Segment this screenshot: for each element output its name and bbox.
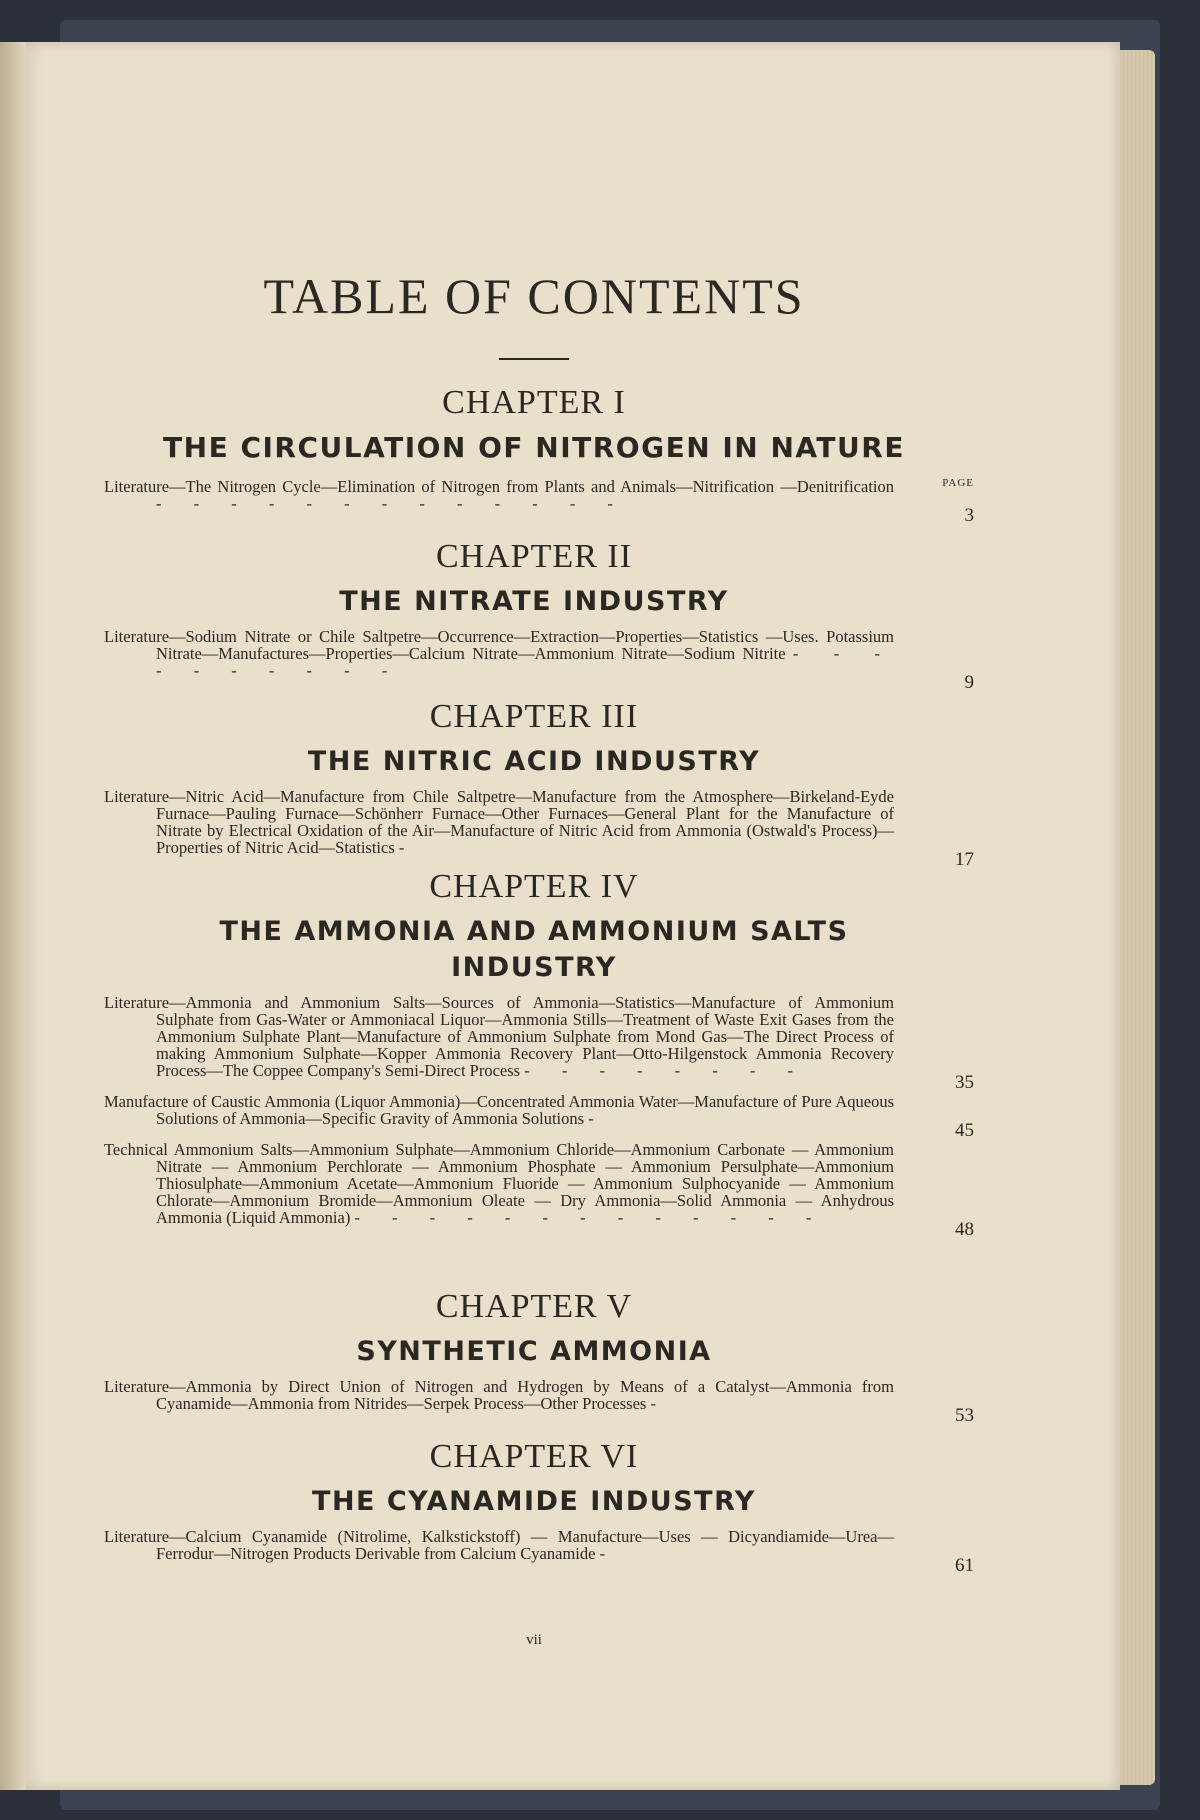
chapter-6	[104, 1436, 974, 1576]
entry-page: 61	[955, 1555, 974, 1576]
chapter-label: CHAPTER II	[435, 538, 633, 575]
chapter-heading: THE CIRCULATION OF NITROGEN IN NATURE	[163, 431, 905, 464]
entry-text: Manufacture of Caustic Ammonia (Liquor Ammonia)—Concentrated Ammonia Water—Manufacture of Pure Aqueous Solutions of Ammonia—Specific Gravity of Ammonia Solutions	[104, 1092, 894, 1128]
chapter-heading: THE NITRIC ACID INDUSTRY	[307, 746, 761, 777]
leader-dots: -	[588, 1109, 608, 1128]
entry-text: Literature—Ammonia by Direct Union of Nitrogen and Hydrogen by Means of a Catalyst—Ammonia from Cyanamide—Ammonia from Nitrides—Serpek Process—Other Processes	[104, 1377, 894, 1413]
toc-entry	[104, 1140, 974, 1240]
entry-page: 48	[955, 1219, 974, 1240]
entry-page: 9	[964, 672, 974, 693]
entry-text: Literature—Sodium Nitrate or Chile Saltpetre—Occurrence—Extraction—Properties—Statistics —Uses. Potassium Nitrate—Manufactures—Properties—Calcium Nitrate—Ammonium Nitrate—Sodium Nitrite	[104, 627, 894, 663]
entry-text: Literature—The Nitrogen Cycle—Elimination of Nitrogen from Plants and Animals—Nitrification —Denitrification	[104, 477, 894, 496]
entry-page: 17	[955, 849, 974, 870]
entry-text: Literature—Nitric Acid—Manufacture from Chile Saltpetre—Manufacture from the Atmosphere—Birkeland-Eyde Furnace—Pauling Furnace—Schönherr Furnace—Other Furnaces—General Plant for the Manufacture of Nitrate by Electrical Oxidation of the Air—Manufacture of Nitric Acid from Ammonia (Ostwald's Process)—Properties of Nitric Acid—Statistics	[104, 787, 894, 857]
chapter-4	[104, 866, 974, 1286]
entry-text: Technical Ammonium Salts—Ammonium Sulphate—Ammonium Chloride—Ammonium Carbonate — Ammonium Nitrate — Ammonium Perchlorate — Ammonium Phosphate — Ammonium Persulphate—Ammonium Thiosulphate—Ammonium Acetate—Ammonium Fluoride — Ammonium Sulphocyanide — Ammonium Chlorate—Ammonium Bromide—Ammonium Oleate — Dry Ammonia—Solid Ammonia — Anhydrous Ammonia (Liquid Ammonia)	[104, 1140, 894, 1227]
title-rule	[499, 358, 569, 360]
leader-dots: - - - - - - - - - -	[156, 644, 895, 680]
entry-text: Literature—Calcium Cyanamide (Nitrolime, Kalkstickstoff) — Manufacture—Uses — Dicyandiamide—Urea—Ferrodur—Nitrogen Products Derivable from Calcium Cyanamide	[104, 1527, 894, 1563]
chapter-label: CHAPTER IV	[429, 868, 639, 905]
leader-dots: -	[599, 1544, 620, 1563]
chapter-1	[104, 382, 974, 530]
book-page	[22, 42, 1120, 1790]
leader-dots: - - - - - - - - - - - - -	[354, 1208, 826, 1227]
entry-page: 45	[955, 1120, 974, 1141]
page-title: TABLE OF CONTENTS	[263, 268, 805, 324]
toc-entry	[104, 1377, 974, 1426]
chapter-label: CHAPTER I	[442, 384, 626, 421]
chapter-5	[104, 1286, 974, 1436]
entry-page: 3	[964, 505, 974, 526]
toc-entry	[104, 477, 974, 526]
chapter-heading: THE NITRATE INDUSTRY	[339, 586, 729, 617]
chapter-heading: THE AMMONIA AND AMMONIUM SALTS INDUSTRY	[219, 916, 849, 983]
toc-entry	[104, 993, 974, 1093]
toc-entry	[104, 627, 974, 693]
page-folio: vii	[526, 1632, 542, 1648]
leader-dots: - - - - - - - -	[524, 1061, 808, 1080]
leader-dots: - - - - - - - - - - - - -	[156, 494, 627, 513]
chapter-heading: SYNTHETIC AMMONIA	[356, 1336, 712, 1367]
entry-page: 53	[955, 1405, 974, 1426]
chapter-heading: THE CYANAMIDE INDUSTRY	[312, 1486, 756, 1517]
leader-dots: -	[650, 1394, 670, 1413]
chapter-2	[104, 536, 974, 696]
leader-dots: -	[398, 838, 419, 857]
chapter-label: CHAPTER VI	[429, 1438, 639, 1475]
toc-entry	[104, 1092, 974, 1141]
toc-entry	[104, 1527, 974, 1576]
page-gutter	[0, 42, 26, 1790]
toc-entry	[104, 787, 974, 870]
chapter-label: CHAPTER III	[429, 698, 639, 735]
toc-content	[104, 264, 974, 1648]
entry-page: 35	[955, 1072, 974, 1093]
chapter-3	[104, 696, 974, 870]
page-column-label: PAGE	[942, 477, 974, 489]
entry-text: Literature—Ammonia and Ammonium Salts—Sources of Ammonia—Statistics—Manufacture of Ammonium Sulphate from Gas-Water or Ammoniacal Liquor—Ammonia Stills—Treatment of Waste Exit Gases from the Ammonium Sulphate Plant—Manufacture of Ammonium Sulphate from Mond Gas—The Direct Process of making Ammonium Sulphate—Kopper Ammonia Recovery Plant—Otto-Hilgenstock Ammonia Recovery Process—The Coppee Company's Semi-Direct Process	[104, 993, 894, 1080]
chapter-label: CHAPTER V	[435, 1288, 633, 1325]
